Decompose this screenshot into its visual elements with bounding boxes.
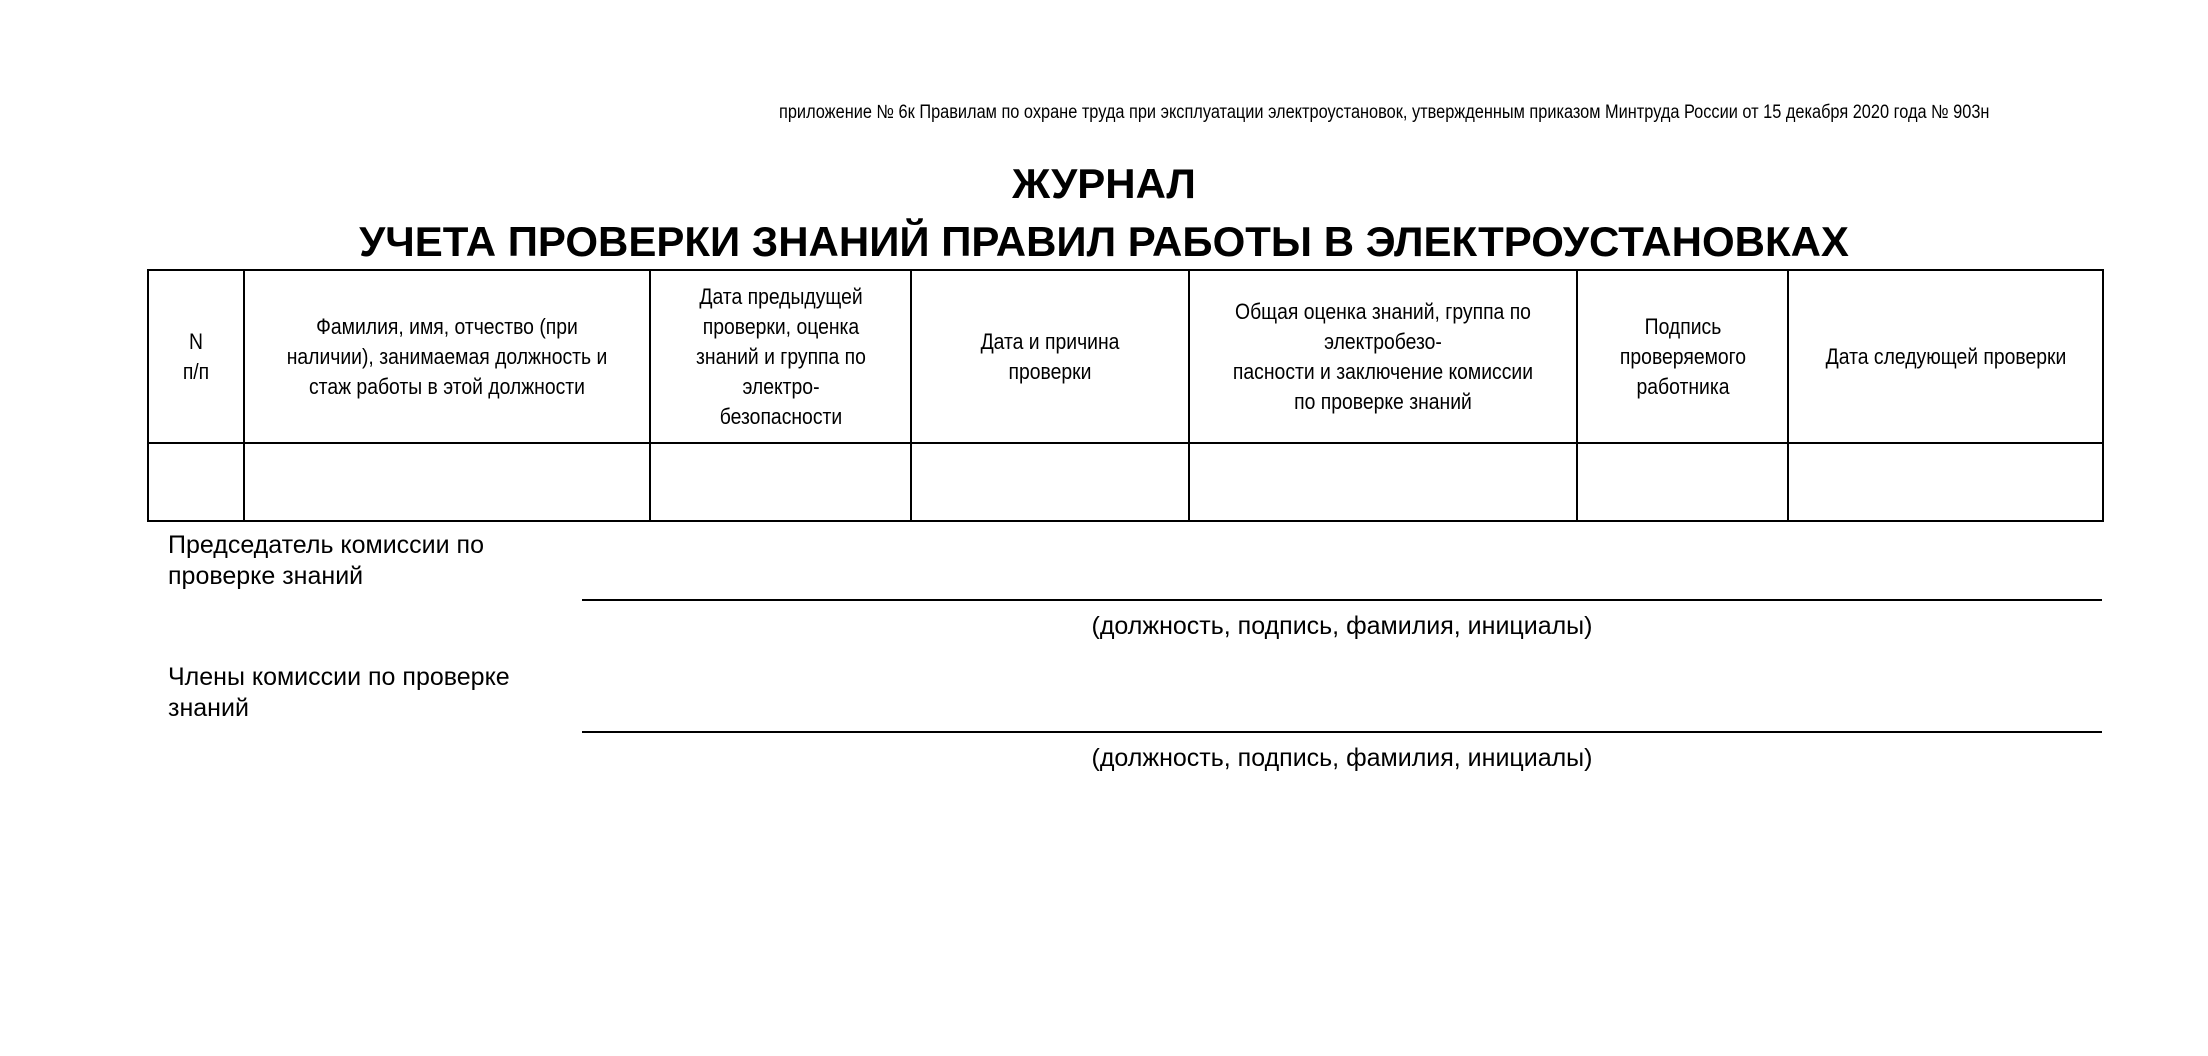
column-header-date-reason: Дата и причина проверки bbox=[911, 270, 1189, 443]
column-header-number: N п/п bbox=[148, 270, 244, 443]
journal-table bbox=[147, 269, 2104, 522]
cell-overall-assessment[interactable] bbox=[1189, 443, 1577, 521]
cell-date-reason[interactable] bbox=[911, 443, 1189, 521]
chairman-label: Председатель комиссии по проверке знаний bbox=[168, 531, 485, 590]
column-header-previous-check: Дата предыдущей проверки, оценка знаний и группа по электро- безопасности bbox=[650, 270, 911, 443]
cell-previous-check[interactable] bbox=[650, 443, 911, 521]
members-caption: (должность, подпись, фамилия, инициалы) bbox=[1091, 744, 1593, 772]
column-header-employee: Фамилия, имя, отчество (при наличии), занимаемая должность и стаж работы в этой должности bbox=[244, 270, 650, 443]
cell-next-check[interactable] bbox=[1788, 443, 2103, 521]
appendix-note: приложение № 6к Правилам по охране труда при эксплуатации электроустановок, утвержденным приказом Минтруда России от 15 декабря 2020 года № 903н bbox=[779, 102, 1990, 123]
journal-subtitle: УЧЕТА ПРОВЕРКИ ЗНАНИЙ ПРАВИЛ РАБОТЫ В ЭЛЕКТРОУСТАНОВКАХ bbox=[359, 218, 1849, 265]
table-header-row bbox=[148, 270, 2103, 443]
cell-signature[interactable] bbox=[1577, 443, 1788, 521]
journal-title: ЖУРНАЛ bbox=[1012, 160, 1196, 207]
column-header-next-check: Дата следующей проверки bbox=[1788, 270, 2103, 443]
column-header-overall-assessment: Общая оценка знаний, группа по электробезо- пасности и заключение комиссии по проверке знаний bbox=[1189, 270, 1577, 443]
cell-number[interactable] bbox=[148, 443, 244, 521]
cell-employee[interactable] bbox=[244, 443, 650, 521]
members-signature-line[interactable] bbox=[582, 731, 2102, 733]
table-row bbox=[148, 443, 2103, 521]
members-label: Члены комиссии по проверке знаний bbox=[168, 663, 510, 722]
chairman-signature-line[interactable] bbox=[582, 599, 2102, 601]
column-header-signature: Подпись проверяемого работника bbox=[1577, 270, 1788, 443]
chairman-caption: (должность, подпись, фамилия, инициалы) bbox=[1091, 612, 1593, 640]
